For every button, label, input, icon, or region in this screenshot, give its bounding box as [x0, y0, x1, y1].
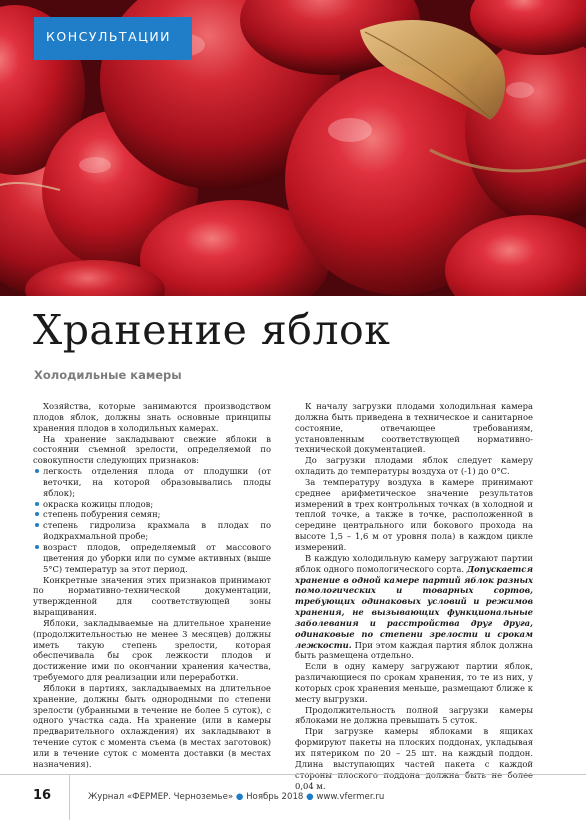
paragraph: Продолжительность полной загрузки камеры яблоками не должна превышать 5 суток.	[295, 704, 533, 726]
paragraph: На хранение закладывают свежие яблоки в состоянии съемной зрелости, определяемой по совокупности следующих признаков:	[33, 433, 271, 466]
bullet-dot-icon	[35, 469, 39, 473]
paragraph: Хозяйства, которые занимаются производством плодов яблок, должны знать основные принципы хранения плодов в холодильных камерах.	[33, 401, 271, 433]
paragraph: Если в одну камеру загружают партии яблок, различающиеся по срокам хранения, то те из них, у которых срок хранения меньше, размещают ближе к месту выгрузки.	[295, 661, 533, 704]
issue-date: Ноябрь 2018	[246, 792, 304, 802]
list-item-text: возраст плодов, определяемый от массового цветения до уборки или по сумме активных (выше 5°С) температур за этот период.	[43, 541, 271, 574]
page-number: 16	[33, 788, 52, 803]
footer-divider	[0, 774, 586, 775]
section-tag	[34, 17, 192, 60]
paragraph: При загрузке камеры яблоками в ящиках формируют пакеты на плоских поддонах, укладывая их пятериком по 20 – 25 шт. на каждый поддон. Длина выступающих частей пакета с каждой 0,04 м.	[295, 726, 533, 791]
paragraph-text: В каждую холодильную камеру загружают партии яблок одного помологического сорта.	[295, 552, 533, 574]
emphasis-text: Допускается хранение в одной камере партий яблок разных помологических и товарных сортов, требующих одинаковых условий и режимов хранения, не вызывающих функциональные заболевания и расстройства друг друга, одинаковые по степени зрелости и срокам лежкости.	[295, 563, 533, 650]
paragraph: За температуру воздуха в камере принимают среднее арифметическое значение результатов измерений в трех контрольных точках (в холодной и теплой точке, а также в точке, расположенной в середине центрального или бокового прохода на высоте 1,5 – 1,6 м от уровня пола) в каждом цикле измерений.	[295, 476, 533, 552]
hero-image-apples	[0, 0, 586, 296]
list-item-text: степень побурения семян;	[43, 509, 161, 520]
paragraph: К началу загрузки плодами холодильная камера должна быть приведена в техническое и санитарное состояние, отвечающее требованиям, установленным соответствующей нормативно-технической документацией.	[295, 401, 533, 455]
journal-name: Журнал «ФЕРМЕР. Черноземье»	[88, 792, 234, 802]
section-tag-label: КОНСУЛЬТАЦИИ	[46, 29, 172, 44]
footer-credits	[88, 792, 384, 802]
bullet-dot-icon	[35, 545, 39, 549]
bullet-dot-icon	[35, 502, 39, 506]
list-item-text: степень гидролиза крахмала в плодах по йодкрахмальной пробе;	[43, 520, 271, 542]
list-item	[33, 520, 271, 542]
separator-dot-icon: ●	[306, 792, 314, 802]
paragraph: Яблоки в партиях, закладываемых на длительное хранение, должны быть однородными по степени зрелости (убранными в течение не более 5 суток), с одного участка сада. На хранение (или в камеры предварительного охлаждения) их закладывают в течение суток с момента съема (в местах заготовок) или в течение суток с момента доставки (в местах назначения).	[33, 682, 271, 769]
paragraph: Конкретные значения этих признаков принимают по нормативно-технической документации, утвержденной для соответствующей зоны выращивания.	[33, 574, 271, 618]
bullet-dot-icon	[35, 512, 39, 516]
bullet-dot-icon	[35, 523, 39, 527]
paragraph-text: При этом каждая партия яблок должна быть размещена отдельно.	[295, 639, 533, 661]
paragraph: Яблоки, закладываемые на длительное хранение (продолжительностью не менее 3 месяцев) должны иметь такую степень зрелости, которая обеспечивала бы срок лежкости плодов и достижение ими по окончании хранения качества, требуемого для реализации или переработки.	[33, 617, 271, 683]
list-item-text: окраска кожицы плодов;	[43, 498, 154, 509]
paragraph	[295, 553, 533, 661]
list-item	[33, 509, 271, 520]
separator-dot-icon: ●	[235, 792, 244, 802]
article-subtitle: Холодильные камеры	[34, 368, 182, 382]
paragraph: До загрузки плодами яблок следует камеру охладить до температуры воздуха от (-1) до 0°С.	[295, 455, 533, 477]
footer-vertical-divider	[69, 774, 70, 820]
article-title: Хранение яблок	[33, 306, 391, 354]
list-item-text: легкость отделения плода от плодушки (от веточки, на которой образовывались плоды яблок);	[43, 466, 271, 498]
list-item	[33, 499, 271, 510]
left-column	[33, 401, 271, 770]
website-link[interactable]: www.vfermer.ru	[316, 792, 385, 802]
list-item	[33, 466, 271, 499]
right-column	[295, 401, 533, 791]
list-item	[33, 542, 271, 575]
